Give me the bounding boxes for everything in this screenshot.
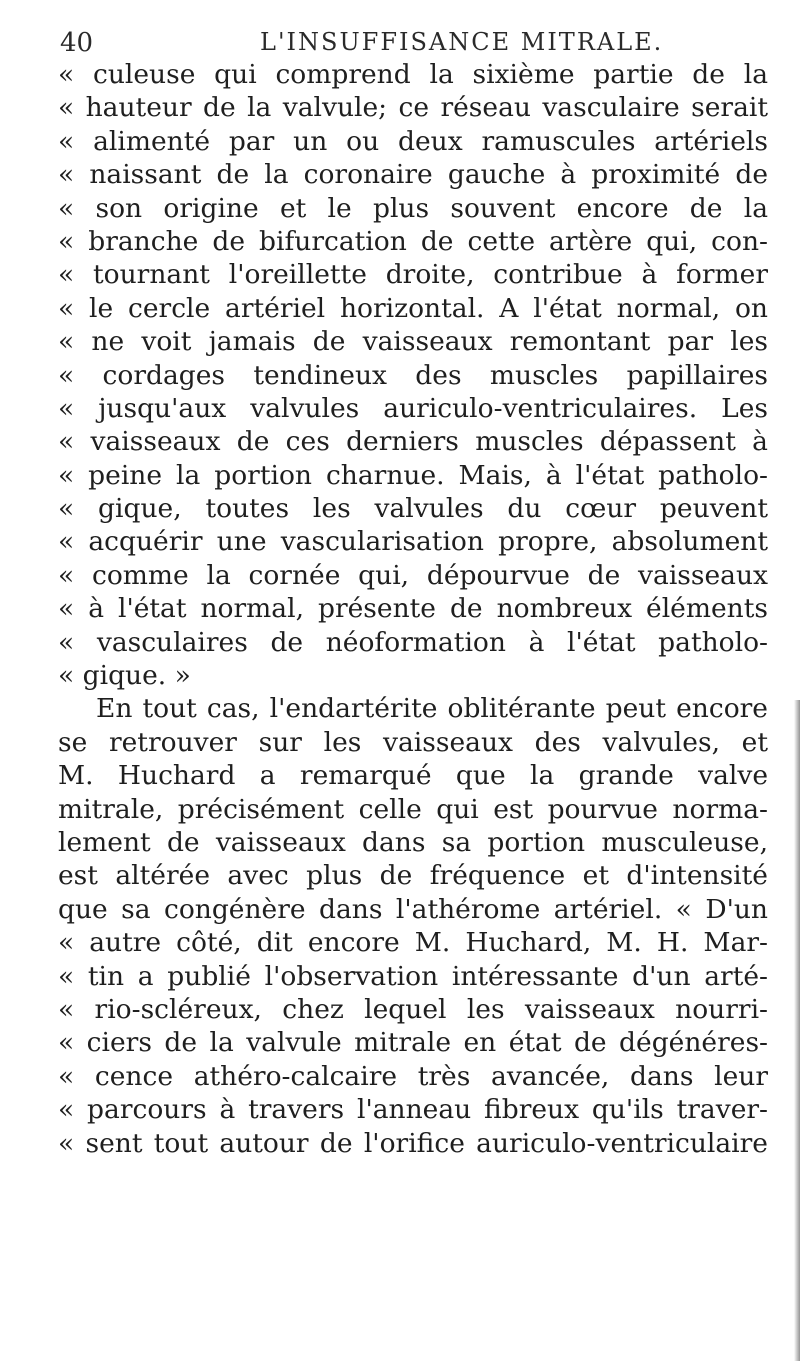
text-line: « cordages tendineux des muscles papillaires <box>58 359 768 391</box>
text-line: « tin a publié l'observation intéressante d'un arté- <box>58 960 768 992</box>
text-line: « vasculaires de néoformation à l'état patholo- <box>58 626 768 658</box>
page-number: 40 <box>60 28 94 58</box>
text-line: « hauteur de la valvule; ce réseau vasculaire serait <box>58 92 768 124</box>
text-line: lement de vaisseaux dans sa portion musculeuse, <box>58 826 768 858</box>
text-line: mitrale, précisément celle qui est pourvue norma- <box>58 793 768 825</box>
text-line: « rio-scléreux, chez lequel les vaisseaux nourri- <box>58 993 768 1025</box>
text-line: se retrouver sur les vaisseaux des valvules, et <box>58 726 768 758</box>
text-line: « peine la portion charnue. Mais, à l'état patholo- <box>58 459 768 491</box>
page-edge-shadow <box>794 700 800 1361</box>
text-line: « ne voit jamais de vaisseaux remontant par les <box>58 326 768 358</box>
text-line: « comme la cornée qui, dépourvue de vaisseaux <box>58 559 768 591</box>
text-line: « sent tout autour de l'orifice auriculo-ventriculaire <box>58 1127 768 1159</box>
text-line: « gique. » <box>58 660 191 692</box>
text-line: « ciers de la valvule mitrale en état de dégénéres- <box>58 1027 768 1059</box>
text-line: « acquérir une vascularisation propre, absolument <box>58 526 768 558</box>
text-line: « culeuse qui comprend la sixième partie de la <box>58 59 768 90</box>
text-line: est altérée avec plus de fréquence et d'intensité <box>58 860 768 892</box>
text-line: « alimenté par un ou deux ramuscules artériels <box>58 125 768 157</box>
text-line: « tournant l'oreillette droite, contribue à former <box>58 259 768 291</box>
text-line: « branche de bifurcation de cette artère qui, con- <box>58 225 768 257</box>
text-line: « gique, toutes les valvules du cœur peuvent <box>58 493 768 525</box>
text-line: « cence athéro-calcaire très avancée, dans leur <box>58 1060 768 1092</box>
text-line: « naissant de la coronaire gauche à proximité de <box>58 159 768 191</box>
text-line: « vaisseaux de ces derniers muscles dépassent à <box>58 426 768 458</box>
text-line: que sa congénère dans l'athérome artériel. « D'un <box>58 893 768 925</box>
text-line: « son origine et le plus souvent encore de la <box>58 192 768 224</box>
text-line: « jusqu'aux valvules auriculo-ventriculaires. Les <box>58 392 768 424</box>
paragraph-first-line: En tout cas, l'endartérite oblitérante peut encore <box>96 693 768 725</box>
body-text <box>58 58 768 1160</box>
page-header <box>60 20 760 60</box>
text-line: « autre côté, dit encore M. Huchard, M. H. Mar- <box>58 927 768 959</box>
running-title: L'INSUFFISANCE MITRALE. <box>260 28 664 56</box>
text-line: « parcours à travers l'anneau fibreux qu'ils traver- <box>58 1094 768 1126</box>
text-line: « le cercle artériel horizontal. A l'état normal, on <box>58 292 768 324</box>
text-line: « à l'état normal, présente de nombreux éléments <box>58 593 768 625</box>
text-line: M. Huchard a remarqué que la grande valve <box>58 760 768 792</box>
